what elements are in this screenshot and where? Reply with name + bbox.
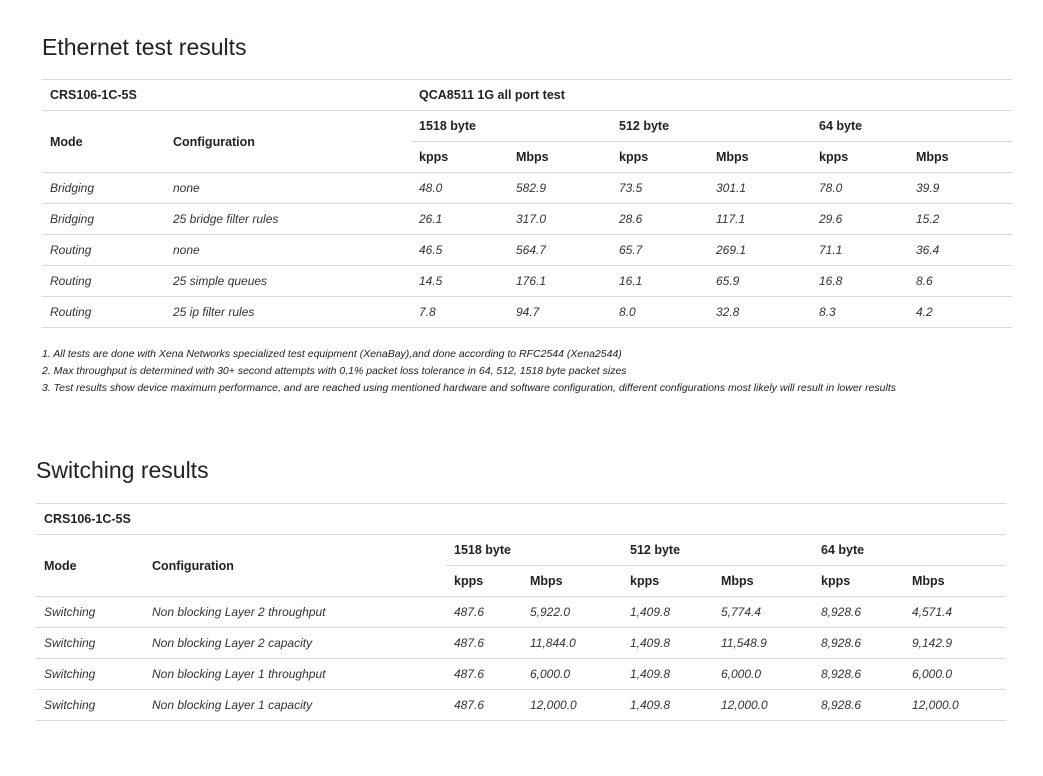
unit-header: Mbps (508, 142, 611, 173)
value-cell: 1,409.8 (622, 659, 713, 690)
unit-header: kpps (446, 566, 522, 597)
footnote: 2. Max throughput is determined with 30+ second attempts with 0,1% packet loss tolerance in 64, 512, 1518 byte packet sizes (42, 365, 627, 377)
mode-cell: Switching (36, 659, 144, 690)
value-cell: 4.2 (908, 297, 1012, 328)
config-cell: 25 simple queues (165, 266, 411, 297)
unit-header: Mbps (908, 142, 1012, 173)
table-row (36, 597, 1006, 628)
value-cell: 1,409.8 (622, 690, 713, 721)
table-row (36, 659, 1006, 690)
value-cell: 26.1 (411, 204, 508, 235)
value-cell: 487.6 (446, 628, 522, 659)
table-row (42, 297, 1012, 328)
unit-header: kpps (811, 142, 908, 173)
value-cell: 1,409.8 (622, 628, 713, 659)
config-cell: Non blocking Layer 2 throughput (144, 597, 446, 628)
config-cell: 25 bridge filter rules (165, 204, 411, 235)
value-cell: 11,844.0 (522, 628, 622, 659)
unit-header: Mbps (713, 566, 813, 597)
mode-cell: Routing (42, 235, 165, 266)
value-cell: 8,928.6 (813, 659, 904, 690)
table-row (36, 628, 1006, 659)
packet-size-header: 1518 byte (411, 111, 611, 142)
unit-header: Mbps (522, 566, 622, 597)
value-cell: 582.9 (508, 173, 611, 204)
value-cell: 48.0 (411, 173, 508, 204)
value-cell: 176.1 (508, 266, 611, 297)
value-cell: 12,000.0 (904, 690, 1006, 721)
value-cell: 6,000.0 (522, 659, 622, 690)
footnotes (42, 346, 1012, 397)
table-row (36, 690, 1006, 721)
switching-table (36, 503, 1006, 721)
value-cell: 4,571.4 (904, 597, 1006, 628)
device-name: CRS106-1C-5S (42, 80, 411, 111)
value-cell: 39.9 (908, 173, 1012, 204)
value-cell: 8.0 (611, 297, 708, 328)
value-cell: 28.6 (611, 204, 708, 235)
config-cell: Non blocking Layer 2 capacity (144, 628, 446, 659)
value-cell: 11,548.9 (713, 628, 813, 659)
footnote: 1. All tests are done with Xena Networks specialized test equipment (XenaBay),and done according to RFC2544 (Xena2544) (42, 348, 622, 360)
configuration-header: Configuration (144, 535, 446, 597)
value-cell: 29.6 (811, 204, 908, 235)
value-cell: 78.0 (811, 173, 908, 204)
value-cell: 16.8 (811, 266, 908, 297)
packet-size-header: 64 byte (811, 111, 1012, 142)
unit-header: Mbps (708, 142, 811, 173)
config-cell: none (165, 235, 411, 266)
value-cell: 5,774.4 (713, 597, 813, 628)
value-cell: 487.6 (446, 690, 522, 721)
value-cell: 301.1 (708, 173, 811, 204)
value-cell: 16.1 (611, 266, 708, 297)
unit-header: kpps (622, 566, 713, 597)
value-cell: 12,000.0 (522, 690, 622, 721)
value-cell: 36.4 (908, 235, 1012, 266)
ethernet-title: Ethernet test results (42, 34, 247, 60)
packet-size-header: 512 byte (622, 535, 813, 566)
mode-cell: Switching (36, 690, 144, 721)
packet-size-header: 64 byte (813, 535, 1006, 566)
packet-size-header: 1518 byte (446, 535, 622, 566)
mode-cell: Routing (42, 266, 165, 297)
value-cell: 1,409.8 (622, 597, 713, 628)
value-cell: 117.1 (708, 204, 811, 235)
value-cell: 15.2 (908, 204, 1012, 235)
mode-cell: Switching (36, 597, 144, 628)
value-cell: 9,142.9 (904, 628, 1006, 659)
value-cell: 6,000.0 (904, 659, 1006, 690)
unit-header: Mbps (904, 566, 1006, 597)
value-cell: 487.6 (446, 597, 522, 628)
value-cell: 487.6 (446, 659, 522, 690)
value-cell: 7.8 (411, 297, 508, 328)
value-cell: 65.7 (611, 235, 708, 266)
mode-cell: Switching (36, 628, 144, 659)
device-name: CRS106-1C-5S (36, 504, 1006, 535)
mode-cell: Bridging (42, 173, 165, 204)
table-row (42, 173, 1012, 204)
config-cell: Non blocking Layer 1 throughput (144, 659, 446, 690)
mode-cell: Routing (42, 297, 165, 328)
table-row (42, 235, 1012, 266)
packet-size-header: 512 byte (611, 111, 811, 142)
value-cell: 71.1 (811, 235, 908, 266)
value-cell: 8,928.6 (813, 628, 904, 659)
value-cell: 269.1 (708, 235, 811, 266)
unit-header: kpps (611, 142, 708, 173)
value-cell: 564.7 (508, 235, 611, 266)
switching-title: Switching results (36, 457, 209, 483)
table-row (42, 266, 1012, 297)
mode-header: Mode (36, 535, 144, 597)
config-cell: 25 ip filter rules (165, 297, 411, 328)
ethernet-table (42, 79, 1012, 328)
unit-header: kpps (813, 566, 904, 597)
value-cell: 6,000.0 (713, 659, 813, 690)
value-cell: 8,928.6 (813, 690, 904, 721)
value-cell: 32.8 (708, 297, 811, 328)
value-cell: 8.6 (908, 266, 1012, 297)
value-cell: 46.5 (411, 235, 508, 266)
test-name: QCA8511 1G all port test (411, 80, 1012, 111)
footnote: 3. Test results show device maximum performance, and are reached using mentioned hardware and software configuration, different configurations most likely will result in lower results (42, 382, 897, 394)
value-cell: 5,922.0 (522, 597, 622, 628)
ethernet-section (42, 34, 1012, 397)
mode-cell: Bridging (42, 204, 165, 235)
value-cell: 94.7 (508, 297, 611, 328)
config-cell: Non blocking Layer 1 capacity (144, 690, 446, 721)
value-cell: 65.9 (708, 266, 811, 297)
value-cell: 8,928.6 (813, 597, 904, 628)
value-cell: 12,000.0 (713, 690, 813, 721)
mode-header: Mode (42, 111, 165, 173)
value-cell: 14.5 (411, 266, 508, 297)
table-row (42, 204, 1012, 235)
unit-header: kpps (411, 142, 508, 173)
config-cell: none (165, 173, 411, 204)
value-cell: 8.3 (811, 297, 908, 328)
configuration-header: Configuration (165, 111, 411, 173)
value-cell: 73.5 (611, 173, 708, 204)
switching-section (36, 457, 1006, 721)
value-cell: 317.0 (508, 204, 611, 235)
